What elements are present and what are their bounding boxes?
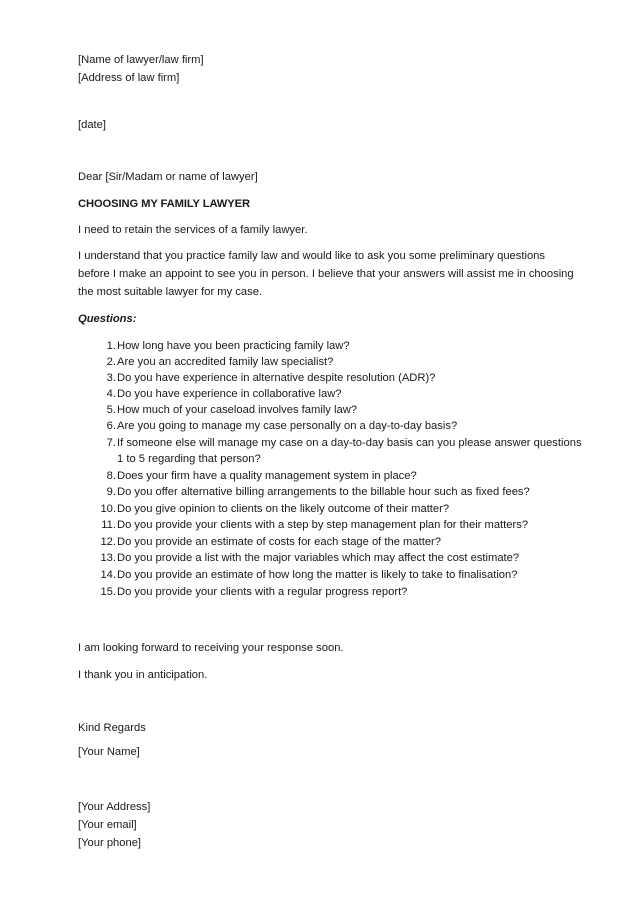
sender-address: [Your Address] bbox=[78, 801, 151, 813]
question-item bbox=[78, 387, 342, 401]
question-text: Do you offer alternative billing arrangements to the billable hour such as fixed fees? bbox=[117, 486, 530, 498]
question-number: 10. bbox=[100, 503, 116, 515]
closing-line: I am looking forward to receiving your response soon. bbox=[78, 642, 344, 654]
sign-off: Kind Regards bbox=[78, 722, 146, 734]
question-text: Are you an accredited family law specialist? bbox=[117, 356, 334, 368]
question-item bbox=[78, 551, 520, 565]
question-item bbox=[78, 371, 436, 385]
question-number: 7. bbox=[106, 437, 116, 449]
paragraph-line: I understand that you practice family law and would like to ask you some preliminary questions bbox=[78, 250, 546, 262]
question-text: Do you have experience in collaborative law? bbox=[117, 388, 342, 400]
question-number: 14. bbox=[100, 569, 116, 581]
question-number: 6. bbox=[106, 420, 116, 432]
question-item bbox=[78, 436, 582, 450]
salutation: Dear [Sir/Madam or name of lawyer] bbox=[78, 171, 258, 183]
question-text: How much of your caseload involves family law? bbox=[117, 404, 358, 416]
question-item bbox=[78, 403, 358, 417]
question-number: 1. bbox=[106, 340, 116, 352]
question-item bbox=[78, 585, 408, 599]
question-number: 4. bbox=[106, 388, 116, 400]
question-text: Do you provide an estimate of how long the matter is likely to take to finalisation? bbox=[117, 569, 518, 581]
question-text: Are you going to manage my case personally on a day-to-day basis? bbox=[117, 420, 458, 432]
question-text: Do you provide a list with the major variables which may affect the cost estimate? bbox=[117, 552, 520, 564]
question-number: 13. bbox=[100, 552, 116, 564]
question-text: Does your firm have a quality management system in place? bbox=[117, 470, 417, 482]
question-continuation: 1 to 5 regarding that person? bbox=[117, 453, 261, 465]
question-item bbox=[78, 485, 530, 499]
question-item bbox=[78, 502, 450, 516]
question-number: 15. bbox=[100, 586, 116, 598]
question-text: Do you provide an estimate of costs for each stage of the matter? bbox=[117, 536, 441, 548]
letter-date: [date] bbox=[78, 119, 106, 131]
question-text: Do you have experience in alternative despite resolution (ADR)? bbox=[117, 372, 436, 384]
closing-line: I thank you in anticipation. bbox=[78, 669, 208, 681]
question-text: Do you provide your clients with a regular progress report? bbox=[117, 586, 408, 598]
question-item bbox=[78, 518, 529, 532]
question-item bbox=[78, 339, 350, 353]
sender-email: [Your email] bbox=[78, 819, 137, 831]
questions-heading: Questions: bbox=[78, 313, 137, 325]
question-number: 2. bbox=[106, 356, 116, 368]
sender-name: [Your Name] bbox=[78, 746, 140, 758]
question-text: Do you provide your clients with a step by step management plan for their matters? bbox=[117, 519, 529, 531]
question-text: Do you give opinion to clients on the likely outcome of their matter? bbox=[117, 503, 450, 515]
question-item bbox=[78, 535, 441, 549]
question-item bbox=[78, 355, 334, 369]
sender-phone: [Your phone] bbox=[78, 837, 142, 849]
question-number: 11. bbox=[101, 519, 116, 531]
subject-heading: CHOOSING MY FAMILY LAWYER bbox=[78, 198, 250, 210]
question-number: 12. bbox=[100, 536, 116, 548]
question-text: How long have you been practicing family law? bbox=[117, 340, 350, 352]
recipient-name: [Name of lawyer/law firm] bbox=[78, 54, 204, 66]
question-item bbox=[78, 568, 518, 582]
question-text: If someone else will manage my case on a day-to-day basis can you please answer questions bbox=[117, 437, 582, 449]
question-number: 3. bbox=[106, 372, 116, 384]
paragraph-line: the most suitable lawyer for my case. bbox=[78, 286, 263, 298]
question-item bbox=[78, 419, 458, 433]
paragraph-line: before I make an appoint to see you in person. I believe that your answers will assist me in choosing bbox=[78, 268, 574, 280]
recipient-address: [Address of law firm] bbox=[78, 72, 180, 84]
question-number: 5. bbox=[106, 404, 116, 416]
question-number: 9. bbox=[106, 486, 116, 498]
intro-text: I need to retain the services of a family lawyer. bbox=[78, 224, 308, 236]
question-item bbox=[78, 469, 417, 483]
question-number: 8. bbox=[106, 470, 116, 482]
